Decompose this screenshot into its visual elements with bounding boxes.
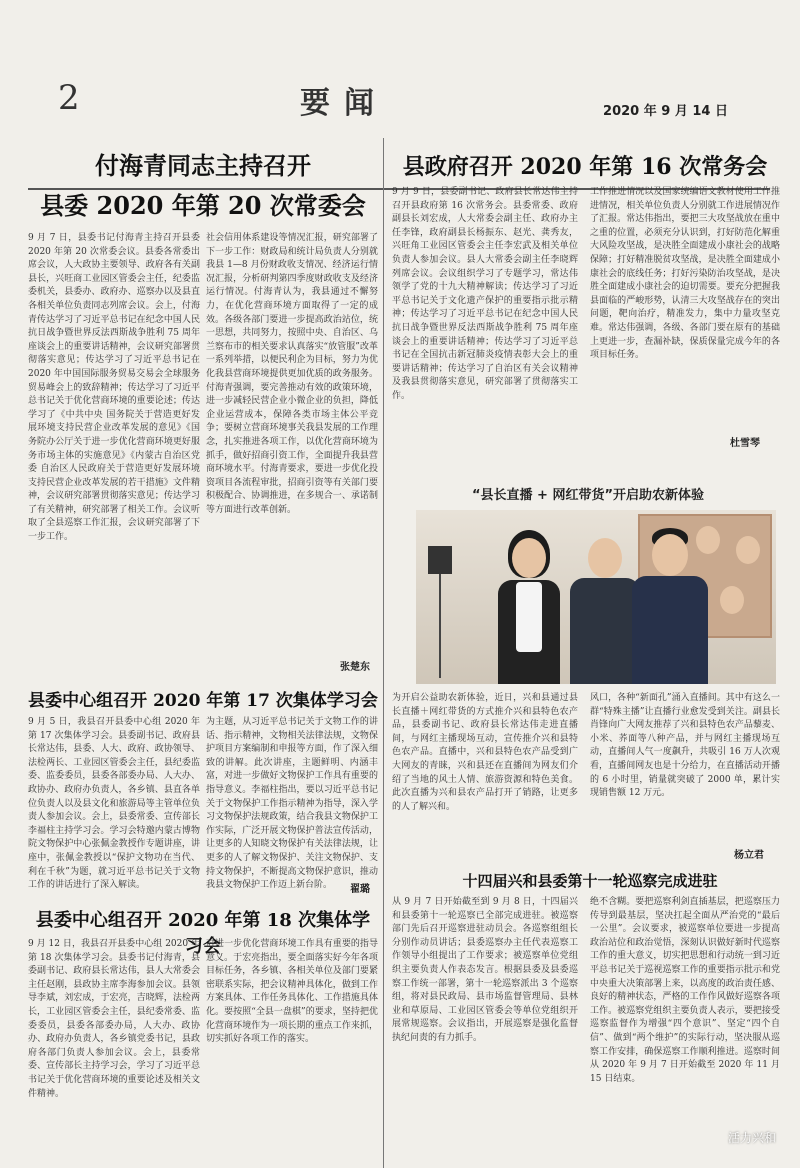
watermark-text: 活力兴和 <box>727 1131 776 1145</box>
article-3-title: 县委中心组召开 2020 年第 18 次集体学习会 <box>35 910 371 957</box>
article-2-signature: 翟璐 <box>350 884 370 895</box>
article-5-column-2: 风口，各种“新面孔”涌入直播间。其中有这么一群“特殊主播”让直播行业愈发受到关注。副县长肖锋向广大网友推荐了兴和县特色农产品藜麦、小米、荞面等八种产品，并与网红主播现场互动，直播间人气一度飙升，共吸引 16 万人次观看，直播间网友也是十分给力，在直播活动开播的 6 小时里，销量就突破了 2000 单，累计实现销售额 12 万元。 <box>590 693 780 799</box>
poster-face <box>736 536 760 564</box>
article-3-column-1: 9 月 12 日，我县召开县委中心组 2020 年第 18 次集体学习会。县委书记付海青，县委副书记、政府县长常达伟，县人大常委会主任赵刚，县政协主席李海参加会议。县领导李斌，刘宏成，于宏亮，吉晓辉，法检两长，工业园区管委会主任，县纪委常委、监委委员，县委各部委办局，人大办、政协办、政府办负责人，各乡镇党委书记，县政府各部门负责人参加会议。会上，县委常委、宣传部长主持学习会，学习了习近平总书记关于优化营商环境的重要论述及相关文件精神。 <box>28 939 200 1099</box>
article-1-title-line1: 付海青同志主持召开 <box>95 151 311 180</box>
person-guest-2 <box>630 528 708 684</box>
article-2-column-1: 9 月 5 日，我县召开县委中心组 2020 年第 17 次集体学习会。县委副书记、政府县长常达伟，县委、人大、政府、政协领导、法检两长、工业园区管委会主任，县纪委监委、监委委员，县委各部委办局、人大办、政协办、政府办负责人，各乡镇、县直各单位负责人以及县文化和旅游局等主管单位负责人参加会议。会上，县委常委、宣传部长李福柱主持学习会。学习会特邀内蒙古博物院文物保护中心张佩金教授作专题讲座，讲座中，张佩金教授以“保护文物功在当代、利在千秋”为题，就习近平总书记关于文物工作的讲话进行了深入解读。 <box>28 717 200 891</box>
article-1-signature: 张楚东 <box>340 662 370 673</box>
person-host <box>494 530 564 684</box>
article-2-column-2: 为主题，从习近平总书记关于文物工作的讲话、指示精神，文物相关法律法规，文物保护项目方案编制和申报等方面，作了深入细致的讲解。此次讲座，主题鲜明、内涵丰富，对进一步做好文物保护工作具有重要的指导意义。李福柱指出，要以习近平总书记关于文物保护工作指示精神为指导，深入学习文物保护法规政策，结合我县文物保护工作实际，广泛开展文物保护普法宣传活动，让更多的人知晓文物保护有关法律法规，让更多的人了解文物保护、关注文物保护、支持文物保护，不断提高文物保护意识，推动我县文物保护工作迈上新台阶。 <box>206 717 378 891</box>
camera-icon <box>428 546 452 574</box>
page-number: 2 <box>58 78 80 118</box>
article-6-column-2: 绝不含糊。要把巡察利剑直插基层，把巡察压力传导到最基层，坚决扛起全面从严治党的“最后一公里”。会议要求，被巡察单位要进一步提高政治站位和政治觉悟，深刻认识做好新时代巡察工作的重大意义，切实把思想和行动统一到习近平总书记关于巡视巡察工作的重要指示批示和党中央重大决策部署上来，以高度的政治责任感、良好的精神状态，严格的工作作风做好巡察各项工作。被巡察党组织主要负责人表示，要把接受巡察监督作为增强“四个意识”、坚定“四个自信”、做到“两个维护”的实际行动，坚决服从巡察工作安排，确保巡察工作顺利推进。巡察时间从 2020 年 9 月 7 日开始截至 2020 年 11 月 15 日结束。 <box>590 897 780 1084</box>
article-5-column-1: 为开启公益助农新体验，近日，兴和县通过县长直播＋网红带货的方式推介兴和县特色农产品，县委副书记、政府县长常达伟走进直播间，与网红主播现场互动，宣传推介兴和县特色农产品。直播中，兴和县特色农产品受到广大网友的青睐，兴和县还在直播间为网友们介绍了当地的风土人情、旅游资源和特色美食。此次直播为兴和县农产品打开了销路，让更多的人了解兴和。 <box>392 693 578 812</box>
article-2-title: 县委中心组召开 2020 年第 17 次集体学习会 <box>28 691 378 711</box>
person-face <box>512 538 546 578</box>
masthead <box>0 70 800 132</box>
article-1-column-2: 社会信用体系建设等情况汇报，研究部署了下一步工作：财政局和统计局负责人分别就我县 1—8 月份财政收支情况、经济运行情况汇报，分析研判第四季度财政收支及经济运行情况。付海青认为，我县通过不懈努力，在优化营商环境方面取得了一定的成效。各级各部门要进一步提高政治站位，统一思想，共同努力，按照中央、自治区、乌兰察布市的相关要求认真落实“放管服”改革一系列举措，以便民利企为目标，努力为优化我县营商环境提供更加优质的政务服务。付海青强调，要完善推动有效的政策环境，进一步减轻民营企业小微企业的负担，降低企业运营成本，保障各类市场主体公平竞争；要树立营商环境事关我县发展的工作理念，扎实推进各项工作，以优化营商环境为抓手，做好招商引资工作，全面提升我县营商环境水平。付海青要求，要进一步优化投资项目各流程审批，招商引资等有关部门要积极配合、协调推进，在多规合一、承诺制等方面进行改革创新。 <box>206 233 378 515</box>
article-3-column-2: 对进一步优化营商环境工作具有重要的指导意义。于宏亮指出，要全面落实好今年各项目标任务，各乡镇、各相关单位及部门要紧密联系实际，把会议精神具体化，做到工作方案具体、工作任务具体化、工作措施具体化。要按照“全县一盘棋”的要求，坚持把优化营商环境作为一项长期的重点工作来抓，切实抓好各项工作的落实。 <box>206 939 378 1045</box>
livestream-photo <box>416 510 776 684</box>
article-4-title: 县政府召开 2020 年第 16 次常务会 <box>402 154 768 180</box>
article-6-column-1: 从 9 月 7 日开始截至到 9 月 8 日，十四届兴和县委第十一轮巡察已全部完成进驻。被巡察部门先后召开巡察进驻动员会。各巡察组组长分别作动员讲话；县委巡察办主任代表巡察工作领导小组提出了工作要求；被巡察单位党组织主要负责人作表态发言。根据县委及县委巡察工作统一部署，第十一轮巡察派出 3 个巡察组，将对县民政局、县市场监督管理局、县林业和草原局、工业园区管委会等单位党组织开展常规巡察。会议指出，开展巡察是强化监督执纪问责的有力抓手。 <box>392 897 578 1043</box>
poster-face <box>720 586 744 614</box>
article-4-signature: 杜雪琴 <box>730 438 760 449</box>
issue-date: 2020 年 9 月 14 日 <box>603 104 728 119</box>
article-4-column-2: 工作推进情况以及国家统编语文教材使用工作推进情况，相关单位负责人分别就工作进展情况作了汇报。常达伟指出，要把三大攻坚战放在重中之重的位置，必须充分认识到，打好防范化解重大风险攻坚战，是决胜全面建成小康社会的战略保障；打好精准脱贫攻坚战，是决胜全面建成小康社会的底线任务；打好污染防治攻坚战，是决胜全面建成小康社会的迫切需要。要充分把握我县面临的严峻形势，认清三大攻坚战存在的突出问题，靶向治疗，精准发力，集中力量攻坚克难。常达伟强调，各级、各部门要在原有的基础上更进一步，查漏补缺，保质保量完成今年的各项目标任务。 <box>590 187 780 361</box>
column-divider <box>383 138 384 1168</box>
tripod-leg <box>439 574 441 678</box>
article-5-signature: 杨立君 <box>734 850 764 861</box>
article-5-title: “县长直播 + 网红带货”开启助农新体验 <box>471 488 705 503</box>
section-title: 要闻 <box>300 86 388 121</box>
article-4-column-1: 9 月 9 日，县委副书记、政府县长常达伟主持召开县政府第 16 次常务会。县委常委、政府副县长刘宏成，人大常委会副主任、政府办主任李锋，政府副县长杨振东、赵光、龚秀友，兴旺角工业园区管委会主任李宏武及相关单位负责人参加会议。县人大常委会副主任李晓辉列席会议。会议组织学习了专题学习，常达伟领学了党的十九大精神解读；传达学习了习近平总书记关于文化遗产保护的重要指示批示精神；传达学习了习近平总书记在纪念中国人民抗日战争暨世界反法西斯战争胜利 75 周年座谈会上的重要讲话精神；传达学习了习近平总书记在全国抗击新冠肺炎疫情表彰大会上的重要讲话精神；传达学习了自治区有关会议精神及我县贯彻落实意见，研究部署了贯彻落实工作。 <box>392 187 578 401</box>
person-face <box>652 534 688 576</box>
article-1-title-line2: 县委 2020 年第 20 次常委会 <box>40 191 366 220</box>
person-shirt <box>516 582 542 652</box>
article-1-column-1: 9 月 7 日，县委书记付海青主持召开县委 2020 年第 20 次常委会议。县委各常委出席会议，人大政协主要领导、政府各有关副县长，兴旺商工业园区管委会主任，纪委监委机关，县委办、政府办、巡察办以及县直各相关单位负责同志列席会议。会上，付海青传达学习了习近平总书记在纪念中国人民抗日战争暨世界反法西斯战争胜利 75 周年座谈会上的重要讲话精神，会议研究部署贯彻落实意见；传达学习了习近平总书记在 2020 年中国国际服务贸易交易会全球服务贸易峰会上的致辞精神；传达学习了习近平总书记关于优化营商环境的重要论述；传达学习了《中共中央 国务院关于营造更好发展环境支持民营企业改革发展的意见》《国务院办公厅关于进一步优化营商环境更好服务市场主体的实施意见》《内蒙古自治区党委 自治区人民政府关于营造更好发展环境支持民营企业改革发展的若干措施》文件精神，会议研究部署贯彻落实意见；传达学习了有关精神，研究部署了相关工作。会议听取了全县巡察工作汇报，会议研究部署了下一步工作。 <box>28 233 200 543</box>
article-6-title: 十四届兴和县委第十一轮巡察完成进驻 <box>462 872 718 890</box>
person-shirt <box>632 576 708 684</box>
person-face <box>588 538 622 578</box>
